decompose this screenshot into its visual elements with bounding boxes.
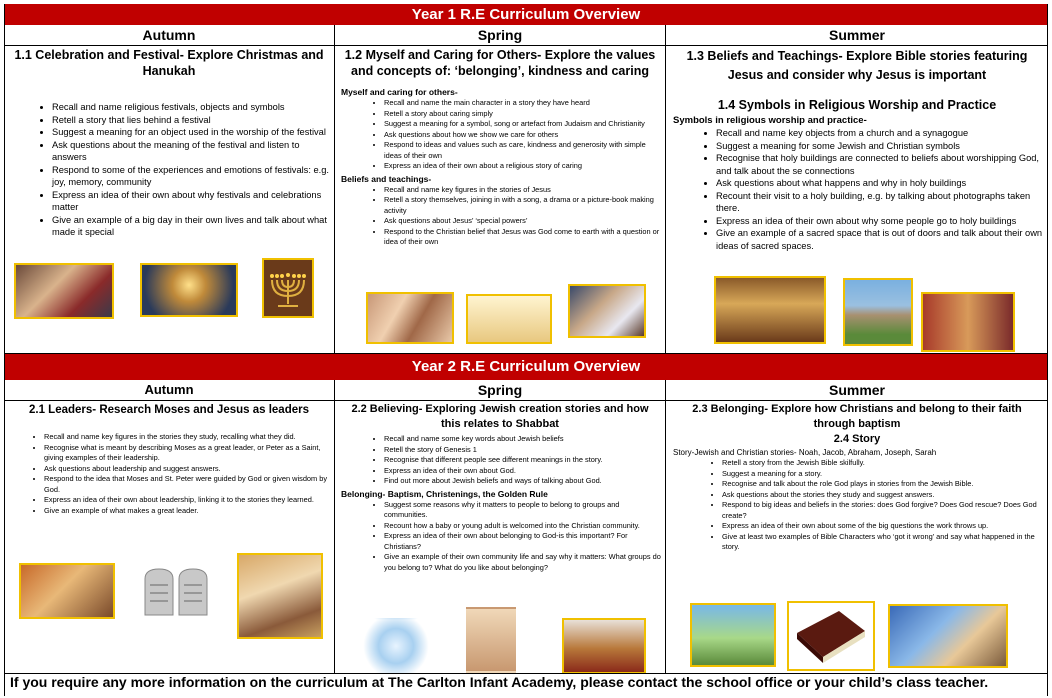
list-item: • Express an idea of their own about belonging to God-is this important? For Christians? bbox=[384, 531, 664, 552]
list-item: • Recall and name religious festivals, objects and symbols bbox=[52, 101, 332, 114]
year1-summer-unit: 1.3 Beliefs and Teachings- Explore Bible stories featuring Jesus and consider why Jesus is important bbox=[686, 49, 1028, 82]
year1-summer-section: Symbols in religious worship and practice- bbox=[673, 115, 867, 126]
list-item: • Ask questions about the stories they study and suggest answers. bbox=[722, 490, 1046, 501]
year2-autumn-list bbox=[6, 432, 332, 516]
list-item: • Recognise and talk about the role God plays in stories from the Jewish Bible. bbox=[722, 479, 1046, 490]
year1-title: Year 1 R.E Curriculum Overview bbox=[4, 4, 1048, 25]
family-celebration-image bbox=[14, 263, 114, 319]
list-item: • Retell a story from the Jewish Bible skilfully. bbox=[722, 458, 1046, 469]
list-item: • Express an idea of their own about why festivals and celebrations matter bbox=[52, 189, 332, 214]
list-item: • Suggest a meaning for an object used in the worship of the festival bbox=[52, 126, 332, 139]
list-item: • Express an idea of their own about leadership, linking it to the stories they learned. bbox=[44, 495, 332, 506]
list-item: • Recognise what is meant by describing Moses as a great leader, or Peter as a Saint, giving examples of their leadership. bbox=[44, 443, 332, 464]
ten-commandments-image bbox=[137, 563, 217, 621]
list-item: • Retell a story themselves, joining in with a song, a drama or a picture-book making activity bbox=[384, 195, 664, 216]
list-item: • Ask questions about the meaning of the festival and listen to answers bbox=[52, 139, 332, 164]
list-item: • Give an example of their own community life and say why it matters: What groups do you belong to? What do you like about belonging? bbox=[384, 552, 664, 573]
list-item: • Express an idea of their own about why some people go to holy buildings bbox=[716, 215, 1046, 228]
list-item: • Suggest a meaning for a story. bbox=[722, 469, 1046, 480]
year2-spring-list2 bbox=[336, 500, 664, 574]
list-item: • Recall and name key figures in the stories of Jesus bbox=[384, 185, 664, 196]
year2-autumn-unit: 2.1 Leaders- Research Moses and Jesus as leaders bbox=[29, 404, 309, 416]
list-item: • Recall and name key figures in the stories they study, recalling what they did. bbox=[44, 432, 332, 443]
list-item: • Retell a story about caring simply bbox=[384, 109, 664, 120]
year2-autumn-header: Autumn bbox=[4, 380, 334, 401]
year1-spring-unit: 1.2 Myself and Caring for Others- Explore the values and concepts of: ‘belonging’, kindness and caring bbox=[344, 48, 656, 78]
stone-tablets-icon bbox=[139, 565, 215, 619]
year2-summer-unit2: 2.4 Story bbox=[833, 433, 881, 445]
shabbat-challah-image bbox=[562, 618, 646, 674]
list-item: • Recount how a baby or young adult is welcomed into the Christian community. bbox=[384, 521, 664, 532]
divider bbox=[334, 380, 335, 674]
list-item: • Respond to the Christian belief that Jesus was God come to earth with a question or idea of their own bbox=[384, 227, 664, 248]
year1-spring-header: Spring bbox=[335, 25, 665, 46]
list-item: • Give at least two examples of Bible Characters who ‘got it wrong’ and say what happened in the story. bbox=[722, 532, 1046, 553]
list-item: • Express an idea of their own about some of the big questions the work throws up. bbox=[722, 521, 1046, 532]
year1-spring-list1 bbox=[336, 98, 664, 172]
church-interior-image bbox=[714, 276, 826, 344]
list-item: • Recognise that different people see different meanings in the story. bbox=[384, 455, 664, 466]
year2-summer-section: Story-Jewish and Christian stories- Noah, Jacob, Abraham, Joseph, Sarah bbox=[673, 448, 937, 457]
menorah-image bbox=[262, 258, 314, 318]
holy-bible-image bbox=[787, 601, 875, 671]
year2-summer-header: Summer bbox=[666, 380, 1048, 401]
list-item: • Retell the story of Genesis 1 bbox=[384, 445, 664, 456]
list-item: • Suggest a meaning for some Jewish and Christian symbols bbox=[716, 140, 1046, 153]
list-item: • Ask questions about what happens and why in holy buildings bbox=[716, 177, 1046, 190]
frame-left bbox=[4, 4, 5, 696]
list-item: • Suggest some reasons why it matters to people to belong to groups and communities. bbox=[384, 500, 664, 521]
year2-spring-section2: Belonging- Baptism, Christenings, the Golden Rule bbox=[341, 488, 548, 499]
list-item: • Retell a story that lies behind a festival bbox=[52, 114, 332, 127]
church-altar-image bbox=[921, 292, 1015, 352]
year1-autumn-unit: 1.1 Celebration and Festival- Explore Christmas and Hanukah bbox=[14, 48, 324, 78]
list-item: • Respond to ideas and values such as care, kindness and generosity with simple ideas of their own bbox=[384, 140, 664, 161]
list-item: • Recall and name some key words about Jewish beliefs bbox=[384, 434, 664, 445]
year1-summer-list bbox=[668, 127, 1046, 252]
list-item: • Recall and name the main character in a story they have heard bbox=[384, 98, 664, 109]
year1-summer-header: Summer bbox=[666, 25, 1048, 46]
noahs-ark-image bbox=[690, 603, 776, 667]
list-item: • Suggest a meaning for a symbol, song or artefact from Judaism and Christianity bbox=[384, 119, 664, 130]
divider bbox=[665, 380, 666, 674]
year1-autumn-header: Autumn bbox=[4, 25, 334, 46]
church-building-image bbox=[843, 278, 913, 346]
open-bible-image bbox=[466, 294, 552, 344]
list-item: • Give an example of a big day in their own lives and talk about what made it special bbox=[52, 214, 332, 239]
year1-autumn-list bbox=[6, 101, 332, 239]
divider bbox=[665, 25, 666, 353]
year1-spring-section1: Myself and caring for others- bbox=[341, 87, 458, 97]
year1-spring-section2: Beliefs and teachings- bbox=[341, 173, 432, 184]
list-item: • Recall and name key objects from a church and a synagogue bbox=[716, 127, 1046, 140]
moses-image bbox=[19, 563, 115, 619]
list-item: • Give an example of a sacred space that is out of doors and talk about their own ideas of sacred spaces. bbox=[716, 227, 1046, 252]
menorah-icon bbox=[264, 260, 312, 316]
year1-summer-unit2: 1.4 Symbols in Religious Worship and Practice bbox=[717, 98, 997, 112]
year2-spring-unit: 2.2 Believing- Exploring Jewish creation stories and how this relates to Shabbat bbox=[351, 403, 649, 430]
year2-spring-header: Spring bbox=[335, 380, 665, 401]
children-praying-image bbox=[568, 284, 646, 338]
praying-hands-image bbox=[466, 607, 516, 673]
creation-days-image bbox=[359, 618, 433, 674]
year2-summer-unit: 2.3 Belonging- Explore how Christians and belong to their faith through baptism bbox=[692, 403, 1022, 430]
list-item: • Express an idea of their own about God. bbox=[384, 466, 664, 477]
frame-right bbox=[1047, 4, 1048, 696]
list-item: • Find out more about Jewish beliefs and ways of talking about God. bbox=[384, 476, 664, 487]
list-item: • Ask questions about how we show we care for others bbox=[384, 130, 664, 141]
jesus-washing-feet-image bbox=[237, 553, 323, 639]
hands-together-image bbox=[366, 292, 454, 344]
year1-spring-list2 bbox=[336, 185, 664, 248]
list-item: • Express an idea of their own about a religious story of caring bbox=[384, 161, 664, 172]
list-item: • Recount their visit to a holy building, e.g. by talking about photographs taken there. bbox=[716, 190, 1046, 215]
abraham-stars-image bbox=[888, 604, 1008, 668]
footer-note: If you require any more information on the curriculum at The Carlton Infant Academy, please contact the school office or your child’s class teacher. bbox=[10, 674, 989, 690]
year2-spring-list1 bbox=[336, 434, 664, 487]
divider bbox=[334, 25, 335, 353]
list-item: • Give an example of what makes a great leader. bbox=[44, 506, 332, 517]
list-item: • Recognise that holy buildings are connected to beliefs about worshipping God, and talk about the se connections bbox=[716, 152, 1046, 177]
list-item: • Respond to the idea that Moses and St. Peter were guided by God or given wisdom by God. bbox=[44, 474, 332, 495]
nativity-scene-image bbox=[140, 263, 238, 317]
list-item: • Ask questions about Jesus’ ‘special powers’ bbox=[384, 216, 664, 227]
year2-title: Year 2 R.E Curriculum Overview bbox=[4, 354, 1048, 380]
year2-summer-list bbox=[668, 458, 1046, 553]
list-item: • Ask questions about leadership and suggest answers. bbox=[44, 464, 332, 475]
list-item: • Respond to some of the experiences and emotions of festivals: e.g. joy, memory, community bbox=[52, 164, 332, 189]
bible-book-icon bbox=[789, 603, 873, 669]
list-item: • Respond to big ideas and beliefs in the stories: does God forgive? Does God rescue? Does God create? bbox=[722, 500, 1046, 521]
